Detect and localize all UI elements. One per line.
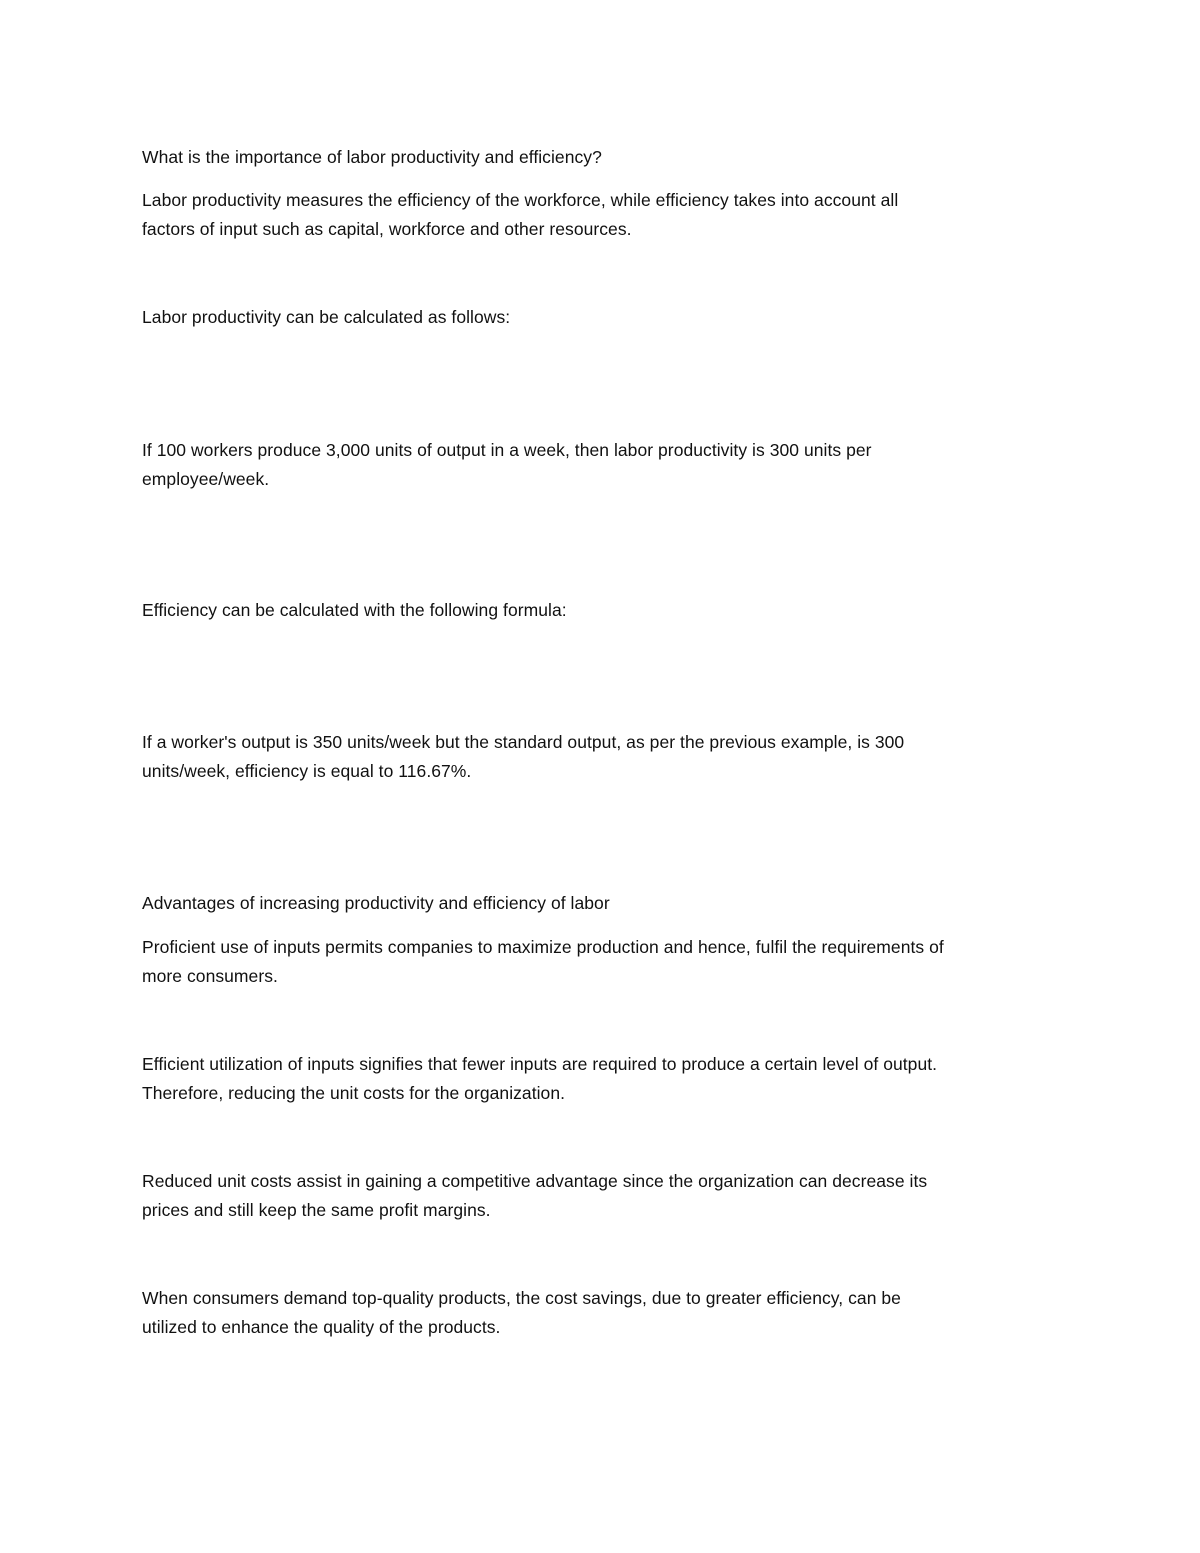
paragraph-line: units/week, efficiency is equal to 116.67%. bbox=[142, 761, 472, 781]
paragraph-line: When consumers demand top-quality products, the cost savings, due to greater efficiency, can be bbox=[142, 1288, 901, 1308]
paragraph-line: Labor productivity measures the efficiency of the workforce, while efficiency takes into account all bbox=[142, 190, 899, 210]
paragraph-line: Efficiency can be calculated with the following formula: bbox=[142, 600, 567, 620]
paragraph-line: utilized to enhance the quality of the products. bbox=[142, 1317, 501, 1337]
section-heading-importance: What is the importance of labor productivity and efficiency? bbox=[142, 147, 602, 167]
paragraph-line: employee/week. bbox=[142, 469, 270, 489]
section-heading-advantages: Advantages of increasing productivity and efficiency of labor bbox=[142, 893, 610, 913]
paragraph-line: Therefore, reducing the unit costs for the organization. bbox=[142, 1083, 566, 1103]
paragraph-line: Efficient utilization of inputs signifies that fewer inputs are required to produce a certain level of output. bbox=[142, 1054, 938, 1074]
paragraph-line: If 100 workers produce 3,000 units of output in a week, then labor productivity is 300 units per bbox=[142, 440, 872, 460]
paragraph-line: prices and still keep the same profit margins. bbox=[142, 1200, 491, 1220]
paragraph-line: factors of input such as capital, workforce and other resources. bbox=[142, 219, 632, 239]
paragraph-line: Labor productivity can be calculated as follows: bbox=[142, 307, 511, 327]
paragraph-line: more consumers. bbox=[142, 966, 278, 986]
paragraph-line: Proficient use of inputs permits companies to maximize production and hence, fulfil the requirements of bbox=[142, 937, 944, 957]
paragraph-line: If a worker's output is 350 units/week but the standard output, as per the previous example, is 300 bbox=[142, 732, 905, 752]
paragraph-line: Reduced unit costs assist in gaining a competitive advantage since the organization can decrease its bbox=[142, 1171, 928, 1191]
